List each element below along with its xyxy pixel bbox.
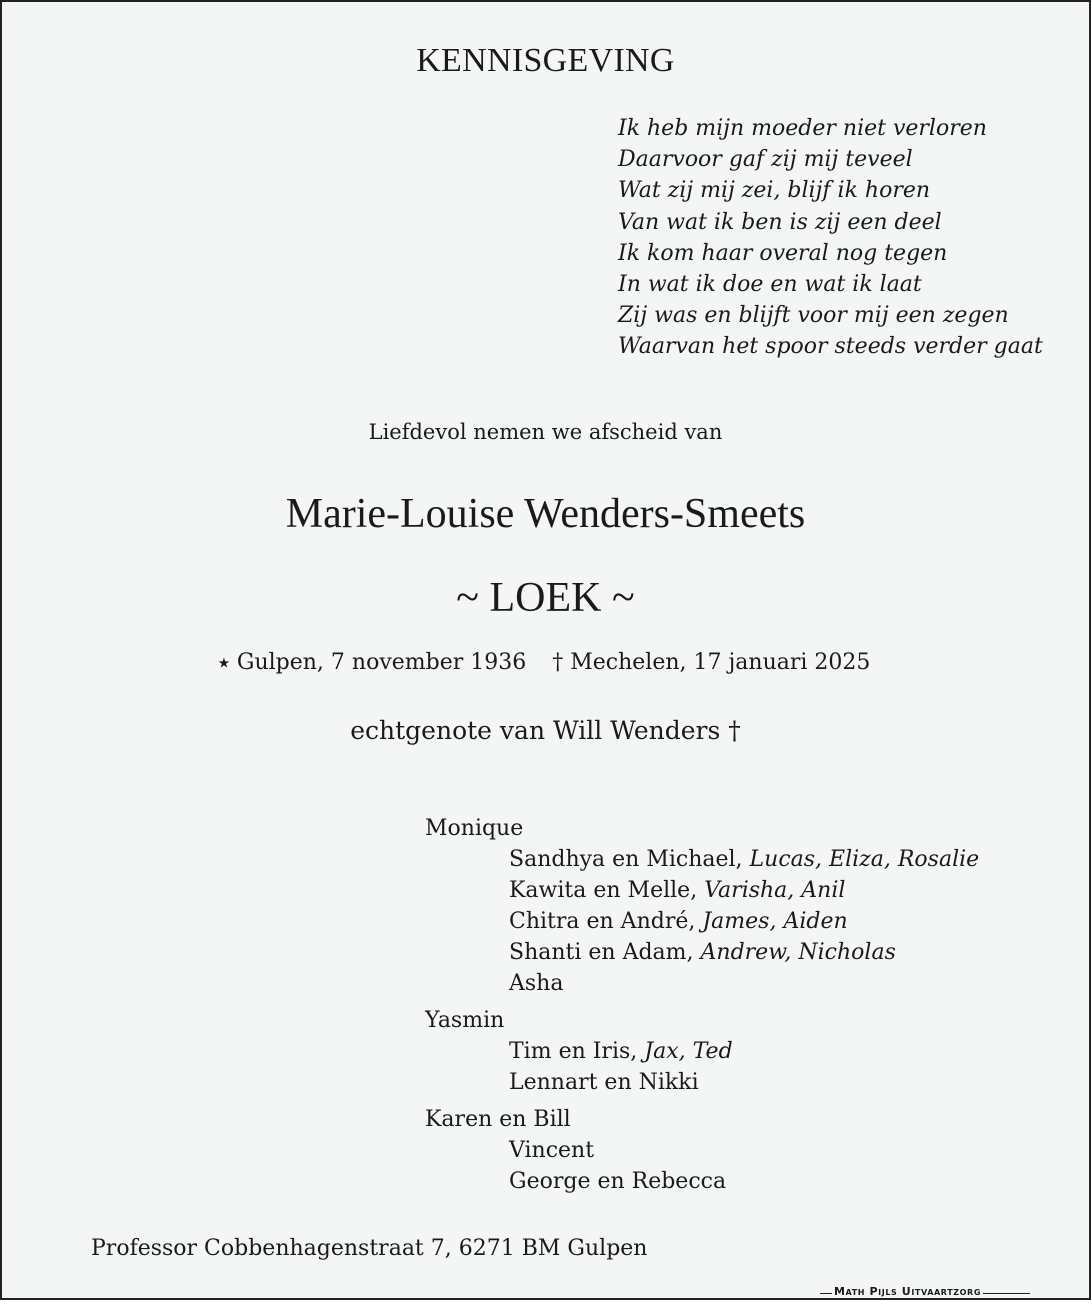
- list-item: [425, 1166, 979, 1197]
- spouse-line: echtgenote van Will Wenders †: [350, 716, 741, 745]
- child-names: Vincent: [509, 1138, 595, 1163]
- family-group: [425, 1005, 979, 1098]
- intro-text: [0, 420, 1091, 444]
- home-address: Professor Cobbenhagenstraat 7, 6271 BM Gulpen: [91, 1236, 648, 1261]
- grandchildren-names: James, Aiden: [702, 909, 848, 934]
- poem-line: Ik kom haar overal nog tegen: [618, 240, 948, 266]
- list-item: [425, 937, 979, 968]
- child-names: Asha: [509, 971, 564, 996]
- poem-line: Wat zij mij zei, blijf ik horen: [618, 178, 931, 204]
- poem-line: In wat ik doe en wat ik laat: [618, 272, 922, 298]
- poem: [618, 113, 1043, 363]
- parent-name: Monique: [425, 816, 524, 841]
- grandchildren-names: Lucas, Eliza, Rosalie: [749, 847, 980, 872]
- child-names: Tim en Iris,: [509, 1039, 645, 1064]
- child-names: Shanti en Adam,: [509, 940, 701, 965]
- intro-line: Liefdevol nemen we afscheid van: [368, 420, 723, 444]
- child-names: George en Rebecca: [509, 1169, 727, 1194]
- poem-line: Van wat ik ben is zij een deel: [618, 209, 942, 235]
- parent-name: Karen en Bill: [425, 1107, 571, 1132]
- poem-line: Waarvan het spoor steeds verder gaat: [618, 334, 1043, 360]
- page-title: KENNISGEVING: [416, 42, 675, 79]
- list-item: [425, 906, 979, 937]
- grandchildren-names: Andrew, Nicholas: [700, 940, 896, 965]
- grandchildren-names: Jax, Ted: [644, 1039, 733, 1064]
- birth-date: ⭑ Gulpen, 7 november 1936: [218, 650, 527, 675]
- undertaker-credit: Math Pijls Uitvaartzorg: [834, 1285, 981, 1298]
- life-dates: [218, 650, 870, 675]
- grandchildren-names: Varisha, Anil: [704, 878, 846, 903]
- nickname: ~ LOEK ~: [456, 575, 635, 621]
- poem-line: Ik heb mijn moeder niet verloren: [618, 116, 987, 141]
- child-names: Chitra en André,: [509, 909, 703, 934]
- list-item: [425, 844, 979, 875]
- deceased-name: Marie-Louise Wenders-Smeets: [285, 491, 806, 537]
- child-names: Lennart en Nikki: [509, 1070, 699, 1095]
- poem-line: Zij was en blijft voor mij een zegen: [618, 303, 1009, 329]
- child-names: Kawita en Melle,: [509, 878, 705, 903]
- family-list: [425, 813, 979, 1197]
- family-group: [425, 813, 979, 999]
- child-names: Sandhya en Michael,: [509, 847, 750, 872]
- list-item: [425, 1036, 979, 1067]
- list-item: [425, 968, 979, 999]
- parent-name: Yasmin: [425, 1008, 505, 1033]
- poem-line: Daarvoor gaf zij mij teveel: [618, 147, 913, 173]
- list-item: [425, 875, 979, 906]
- list-item: [425, 1067, 979, 1098]
- family-group: [425, 1104, 979, 1197]
- death-date: † Mechelen, 17 januari 2025: [552, 650, 871, 675]
- list-item: [425, 1135, 979, 1166]
